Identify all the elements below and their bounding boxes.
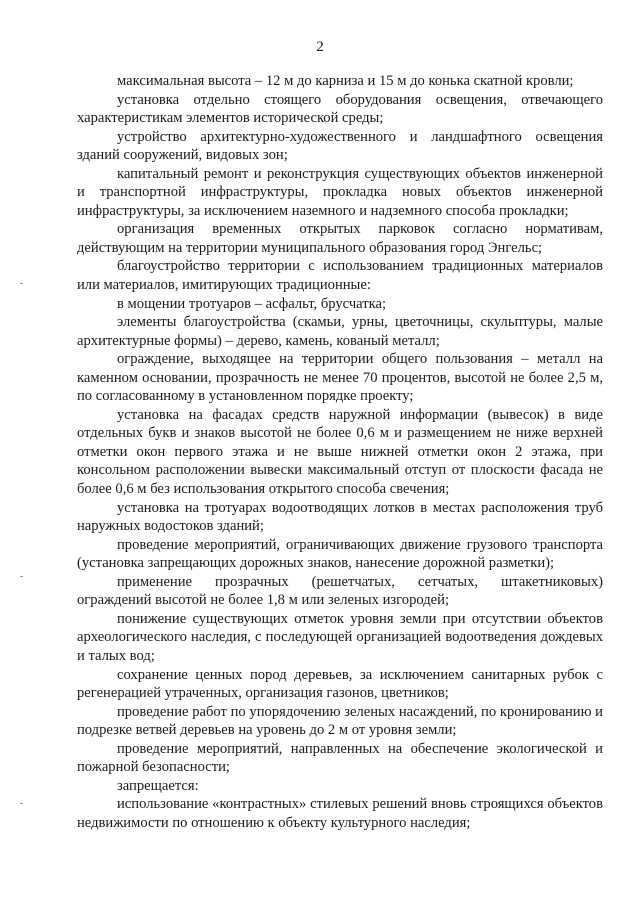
page-number: 2 — [316, 39, 324, 55]
paragraph-architectural-lighting: устройство архитектурно-художественного и ландшафтного освещения зданий сооружений, видовых зон; — [77, 128, 603, 164]
document-body — [77, 72, 603, 832]
paragraph-tree-preservation: сохранение ценных пород деревьев, за исключением санитарных рубок с регенерацией утраченных, организация газонов, цветников; — [77, 666, 603, 702]
paragraph-drainage-trays: установка на тротуарах водоотводящих лотков в местах расположения труб наружных водостоков зданий; — [77, 499, 603, 535]
paragraph-lighting-equipment: установка отдельно стоящего оборудования освещения, отвечающего характеристикам элементов исторической среды; — [77, 91, 603, 127]
paragraph-fencing: ограждение, выходящее на территории общего пользования – металл на каменном основании, прозрачность не менее 70 процентов, высотой не более 2,5 м, по согласованному в установленном порядке проекту; — [77, 351, 603, 405]
paragraph-infrastructure-repair: капитальный ремонт и реконструкция существующих объектов инженерной и транспортной инфраструктуры, прокладка новых объектов инженерной инфраструктуры, за исключением наземного и надземного способа прокладки; — [77, 165, 603, 219]
paragraph-landscaping: благоустройство территории с использованием традиционных материалов или материалов, имитирующих традиционные: — [77, 258, 603, 294]
paragraph-ground-level: понижение существующих отметок уровня земли при отсутствии объектов археологического наследия, с последующей организацией водоотведения дождевых и талых вод; — [77, 610, 603, 664]
paragraph-temporary-parking: организация временных открытых парковок согласно нормативам, действующим на территории муниципального образования город Энгельс; — [77, 221, 603, 256]
paragraph-traffic-restriction: проведение мероприятий, ограничивающих движение грузового транспорта (установка запрещающих дорожных знаков, нанесение дорожной разметки); — [77, 536, 603, 572]
scan-mark — [20, 283, 23, 284]
scan-mark — [20, 576, 23, 577]
paragraph-landscape-elements: элементы благоустройства (скамьи, урны, цветочницы, скульптуры, малые архитектурные формы) – дерево, камень, кованый металл; — [77, 314, 603, 349]
scan-mark — [20, 803, 23, 804]
paragraph-prohibited-heading: запрещается: — [117, 777, 199, 794]
paragraph-contrast-styles: использование «контрастных» стилевых решений вновь строящихся объектов недвижимости по отношению к объекту культурного наследия; — [77, 796, 603, 831]
paragraph-sidewalk-paving: в мощении тротуаров – асфальт, брусчатка; — [117, 295, 387, 312]
paragraph-transparent-fences: применение прозрачных (решетчатых, сетчатых, штакетниковых) ограждений высотой не более 1,8 м или зеленых изгородей; — [77, 573, 603, 609]
paragraph-max-height: максимальная высота – 12 м до карниза и 15 м до конька скатной кровли; — [117, 73, 574, 89]
paragraph-tree-pruning: проведение работ по упорядочению зеленых насаждений, по кронированию и подрезке ветвей деревьев на уровень до 2 м от уровня земли; — [77, 703, 603, 739]
paragraph-signage: установка на фасадах средств наружной информации (вывесок) в виде отдельных букв и знаков высотой не более 0,6 м и размещением не ниже верхней отметки окон первого этажа и не выше нижней отметки окон 2 этажа, при консольном расположении вывески максимальный отступ от плоскости фасада не более 0,6 м без использования открытого способа свечения; — [77, 406, 603, 498]
paragraph-safety-measures: проведение мероприятий, направленных на обеспечение экологической и пожарной безопасности; — [77, 740, 603, 776]
